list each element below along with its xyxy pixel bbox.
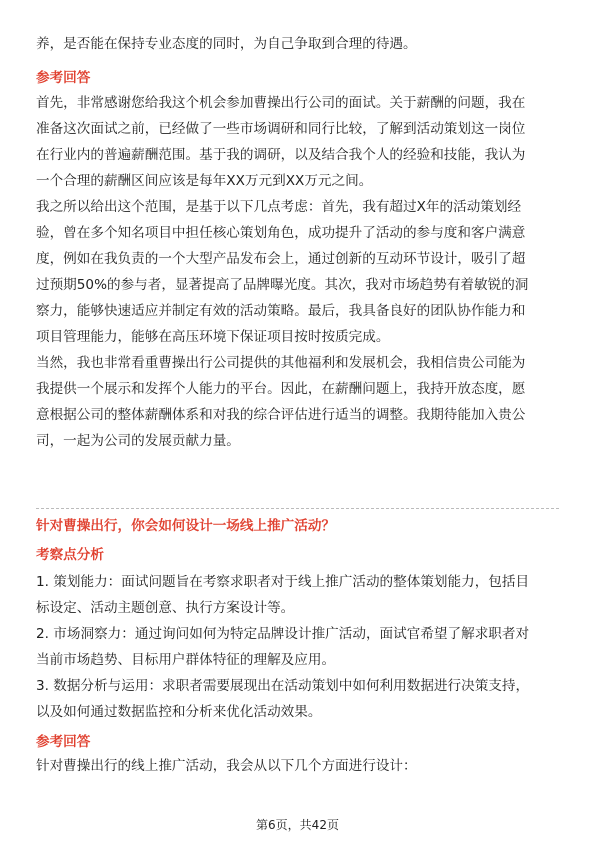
- text-line: 3. 数据分析与运用：求职者需要展现出在活动策划中如何利用数据进行决策支持，: [36, 678, 530, 694]
- text-line: 首先，非常感谢您给我这个机会参加曹操出行公司的面试。关于薪酬的问题，我在: [36, 95, 526, 111]
- text-line: 察力，能够快速适应并制定有效的活动策略。最后，我具备良好的团队协作能力和: [36, 303, 526, 319]
- answer-paragraph-3: [36, 350, 563, 454]
- answer-paragraph-2: [36, 194, 563, 350]
- text-line: 2. 市场洞察力：通过询问如何为特定品牌设计推广活动，面试官希望了解求职者对: [36, 626, 530, 642]
- text-line: 过预期50%的参与者，显著提高了品牌曝光度。其次，我对市场趋势有着敏锐的洞: [36, 277, 529, 293]
- text-line: 我之所以给出这个范围，是基于以下几点考虑：首先，我有超过X年的活动策划经: [36, 199, 522, 215]
- analysis-point-2: [36, 621, 563, 673]
- text-line: 当然，我也非常看重曹操出行公司提供的其他福利和发展机会，我相信贵公司能为: [36, 355, 526, 371]
- text-line: 验，曾在多个知名项目中担任核心策划角色，成功提升了活动的参与度和客户满意: [36, 225, 526, 241]
- question-heading: 针对曹操出行，你会如何设计一场线上推广活动？: [36, 518, 336, 534]
- text-line: 在行业内的普遍薪酬范围。基于我的调研，以及结合我个人的经验和技能，我认为: [36, 147, 526, 163]
- text-line: 一个合理的薪酬区间应该是每年XX万元到XX万元之间。: [36, 173, 373, 189]
- text-line: 针对曹操出行的线上推广活动，我会从以下几个方面进行设计：: [36, 758, 417, 774]
- analysis-heading: 考察点分析: [36, 547, 104, 563]
- text-line: 度，例如在我负责的一个大型产品发布会上，通过创新的互动环节设计，吸引了超: [36, 251, 526, 267]
- text-line: 司，一起为公司的发展贡献力量。: [36, 433, 240, 449]
- page-number: 第6页，共42页: [256, 818, 339, 832]
- reference-answer-heading-2: 参考回答: [36, 734, 91, 750]
- text-line: 养，是否能在保持专业态度的同时，为自己争取到合理的待遇。: [36, 36, 417, 52]
- analysis-point-3: [36, 673, 563, 725]
- analysis-point-1: [36, 569, 563, 621]
- section-divider: [36, 508, 559, 509]
- text-line: 我提供一个展示和发挥个人能力的平台。因此，在薪酬问题上，我持开放态度，愿: [36, 381, 526, 397]
- intro-tail-text: [36, 31, 563, 57]
- answer-paragraph-1: [36, 90, 563, 194]
- answer-intro: [36, 753, 563, 779]
- text-line: 以及如何通过数据监控和分析来优化活动效果。: [36, 704, 322, 720]
- text-line: 项目管理能力，能够在高压环境下保证项目按时按质完成。: [36, 329, 390, 345]
- text-line: 1. 策划能力：面试问题旨在考察求职者对于线上推广活动的整体策划能力，包括目: [36, 574, 530, 590]
- text-line: 意根据公司的整体薪酬体系和对我的综合评估进行适当的调整。我期待能加入贵公: [36, 407, 526, 423]
- text-line: 标设定、活动主题创意、执行方案设计等。: [36, 600, 295, 616]
- text-line: 准备这次面试之前，已经做了一些市场调研和同行比较，了解到活动策划这一岗位: [36, 121, 526, 137]
- text-line: 当前市场趋势、目标用户群体特征的理解及应用。: [36, 652, 336, 668]
- reference-answer-heading: 参考回答: [36, 70, 91, 86]
